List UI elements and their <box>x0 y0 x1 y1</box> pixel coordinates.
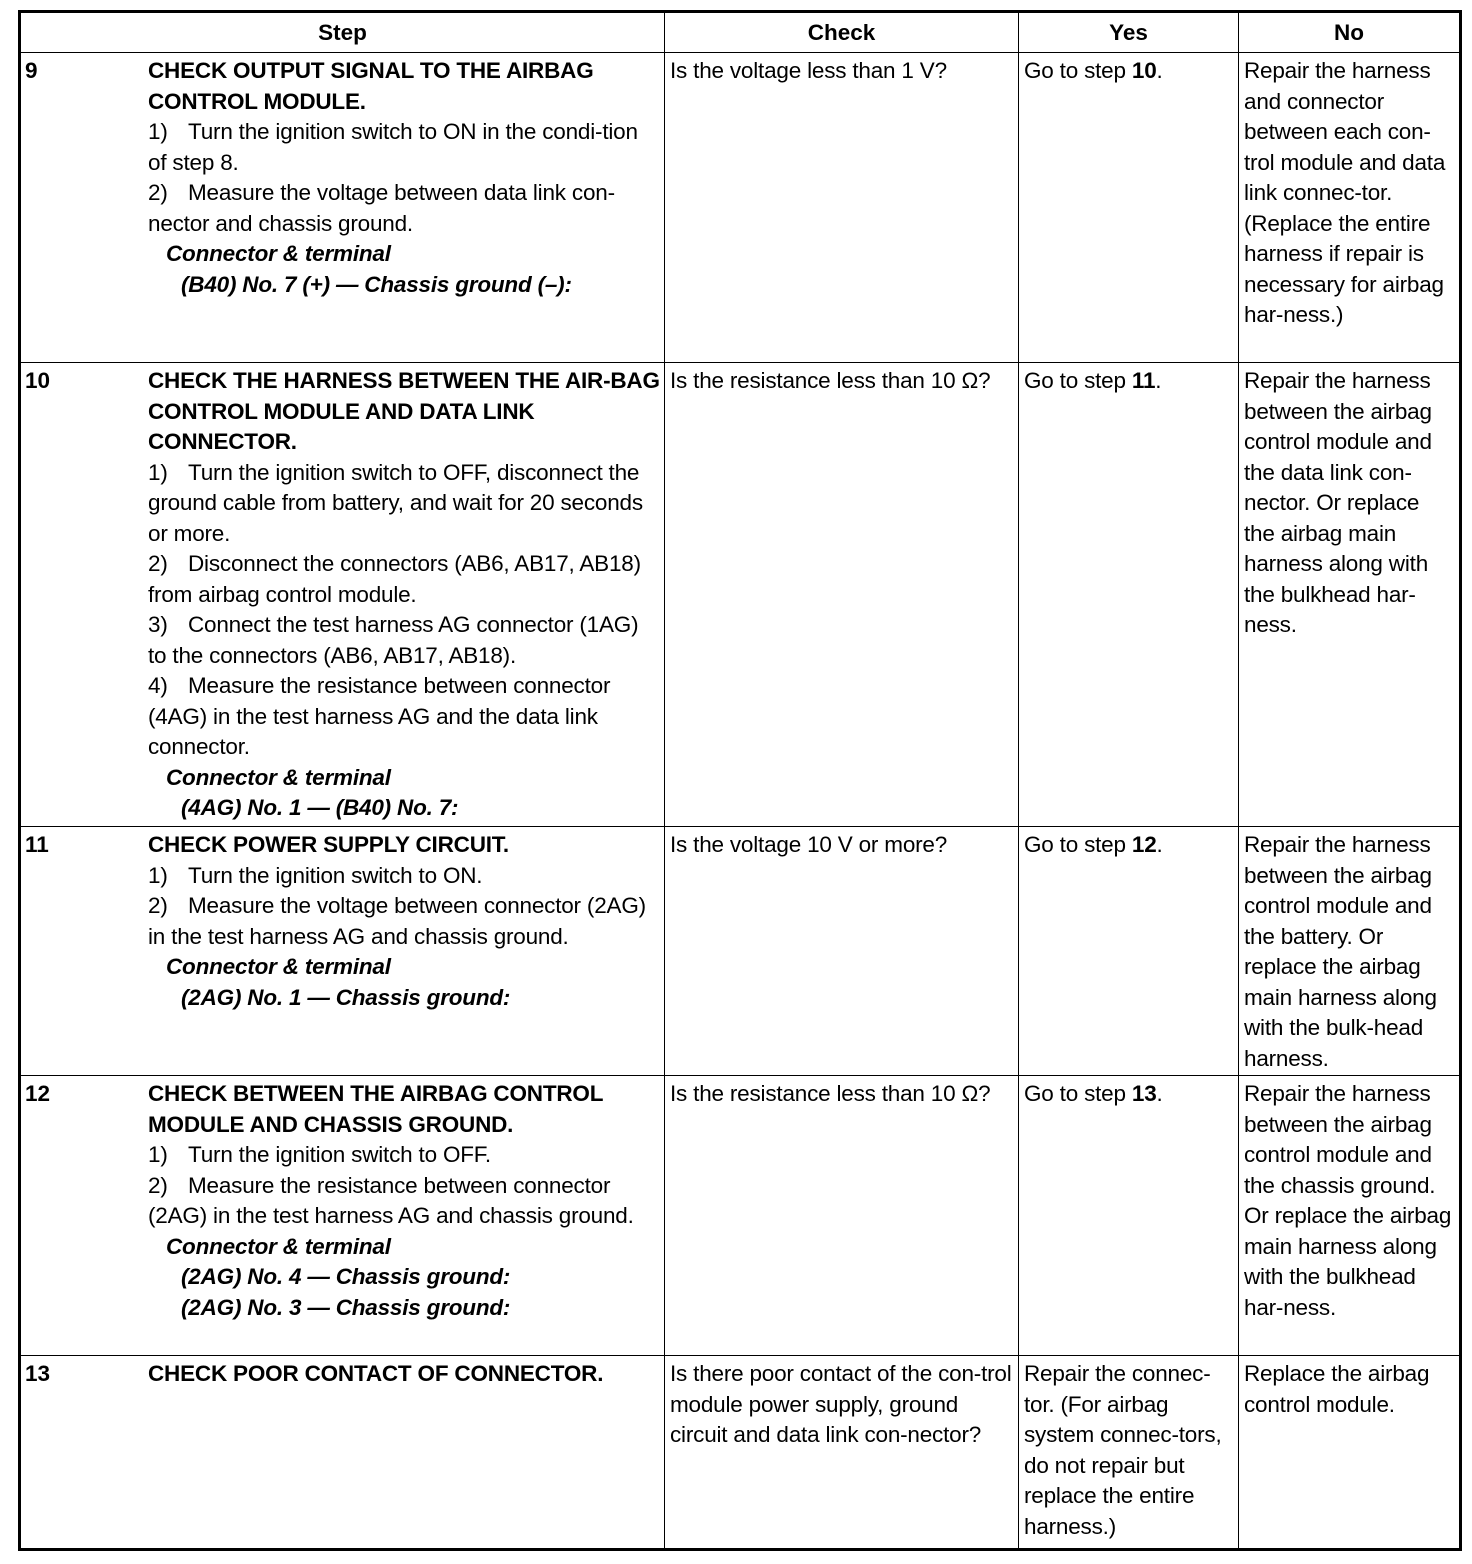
substep: 2) Measure the voltage between connector (2AG) in the test harness AG and chassis ground. <box>148 893 646 949</box>
diagnostic-table <box>18 10 1462 1551</box>
no-cell: Replace the airbag control module. <box>1239 1356 1461 1550</box>
header-check: Check <box>665 12 1019 53</box>
substep: 4) Measure the resistance between connector (4AG) in the test harness AG and the data link connector. <box>148 673 611 759</box>
no-cell: Repair the harness between the airbag control module and the battery. Or replace the airbag main harness along with the bulk-head harness. <box>1239 827 1461 1076</box>
step-number: 13 <box>25 1361 51 1386</box>
step-cell <box>20 1356 665 1550</box>
step-title: CHECK POWER SUPPLY CIRCUIT. <box>148 832 509 857</box>
connector-label: Connector & terminal <box>166 954 391 979</box>
check-cell: Is there poor contact of the con-trol module power supply, ground circuit and data link con-nector? <box>665 1356 1019 1550</box>
table-row <box>20 1076 1461 1356</box>
substep: 2) Measure the voltage between data link con-nector and chassis ground. <box>148 180 615 236</box>
table-row <box>20 827 1461 1076</box>
header-row <box>20 12 1461 53</box>
yes-cell: Go to step 11. <box>1019 363 1239 827</box>
step-title: CHECK POOR CONTACT OF CONNECTOR. <box>148 1361 604 1386</box>
connector-terminal: (2AG) No. 4 — Chassis ground: <box>181 1264 511 1289</box>
substep: 3) Connect the test harness AG connector (1AG) to the connectors (AB6, AB17, AB18). <box>148 612 639 668</box>
step-title: CHECK OUTPUT SIGNAL TO THE AIRBAG CONTROL MODULE. <box>148 58 594 114</box>
yes-cell: Repair the connec-tor. (For airbag system connec-tors, do not repair but replace the entire harness.) <box>1019 1356 1239 1550</box>
no-cell: Repair the harness between the airbag control module and the chassis ground. Or replace the airbag main harness along with the bulkhead har-ness. <box>1239 1076 1461 1356</box>
step-cell <box>20 363 665 827</box>
substep: 2) Disconnect the connectors (AB6, AB17, AB18) from airbag control module. <box>148 551 641 607</box>
header-yes: Yes <box>1019 12 1239 53</box>
step-title: CHECK BETWEEN THE AIRBAG CONTROL MODULE AND CHASSIS GROUND. <box>148 1081 603 1137</box>
table-row <box>20 53 1461 363</box>
no-cell: Repair the harness and connector between each con-trol module and data link connec-tor. (Replace the entire harness if repair is necessary for airbag har-ness.) <box>1239 53 1461 363</box>
substep: 1) Turn the ignition switch to OFF, disconnect the ground cable from battery, and wait for 20 seconds or more. <box>148 459 643 546</box>
check-cell: Is the resistance less than 10 Ω? <box>665 1076 1019 1356</box>
connector-terminal: (2AG) No. 1 — Chassis ground: <box>181 984 511 1010</box>
check-cell: Is the voltage less than 1 V? <box>665 53 1019 363</box>
connector-terminal: (B40) No. 7 (+) — Chassis ground (–): <box>181 271 572 297</box>
substep: 1) Turn the ignition switch to OFF. <box>148 1142 491 1167</box>
step-number: 11 <box>25 832 49 857</box>
table-row <box>20 363 1461 827</box>
yes-cell: Go to step 10. <box>1019 53 1239 363</box>
step-cell <box>20 1076 665 1356</box>
connector-terminal: (4AG) No. 1 — (B40) No. 7: <box>181 795 459 820</box>
yes-cell: Go to step 12. <box>1019 827 1239 1076</box>
connector-terminal: (2AG) No. 3 — Chassis ground: <box>181 1294 511 1320</box>
check-cell: Is the resistance less than 10 Ω? <box>665 363 1019 827</box>
connector-label: Connector & terminal <box>166 764 391 790</box>
check-cell: Is the voltage 10 V or more? <box>665 827 1019 1076</box>
step-number: 10 <box>25 368 51 393</box>
connector-label: Connector & terminal <box>166 241 391 266</box>
yes-cell: Go to step 13. <box>1019 1076 1239 1356</box>
step-cell <box>20 53 665 363</box>
substep: 1) Turn the ignition switch to ON in the condi-tion of step 8. <box>148 119 638 175</box>
substep: 1) Turn the ignition switch to ON. <box>148 862 483 888</box>
header-no: No <box>1239 12 1461 53</box>
header-step: Step <box>20 12 665 53</box>
substep: 2) Measure the resistance between connector (2AG) in the test harness AG and chassis ground. <box>148 1172 634 1228</box>
step-number: 9 <box>25 58 38 83</box>
table-row <box>20 1356 1461 1550</box>
step-number: 12 <box>25 1081 51 1106</box>
no-cell: Repair the harness between the airbag control module and the data link con-nector. Or replace the airbag main harness along with the bulkhead har-ness. <box>1239 363 1461 827</box>
step-title: CHECK THE HARNESS BETWEEN THE AIR-BAG CONTROL MODULE AND DATA LINK CONNECTOR. <box>148 368 660 454</box>
connector-label: Connector & terminal <box>166 1233 391 1259</box>
step-cell <box>20 827 665 1076</box>
